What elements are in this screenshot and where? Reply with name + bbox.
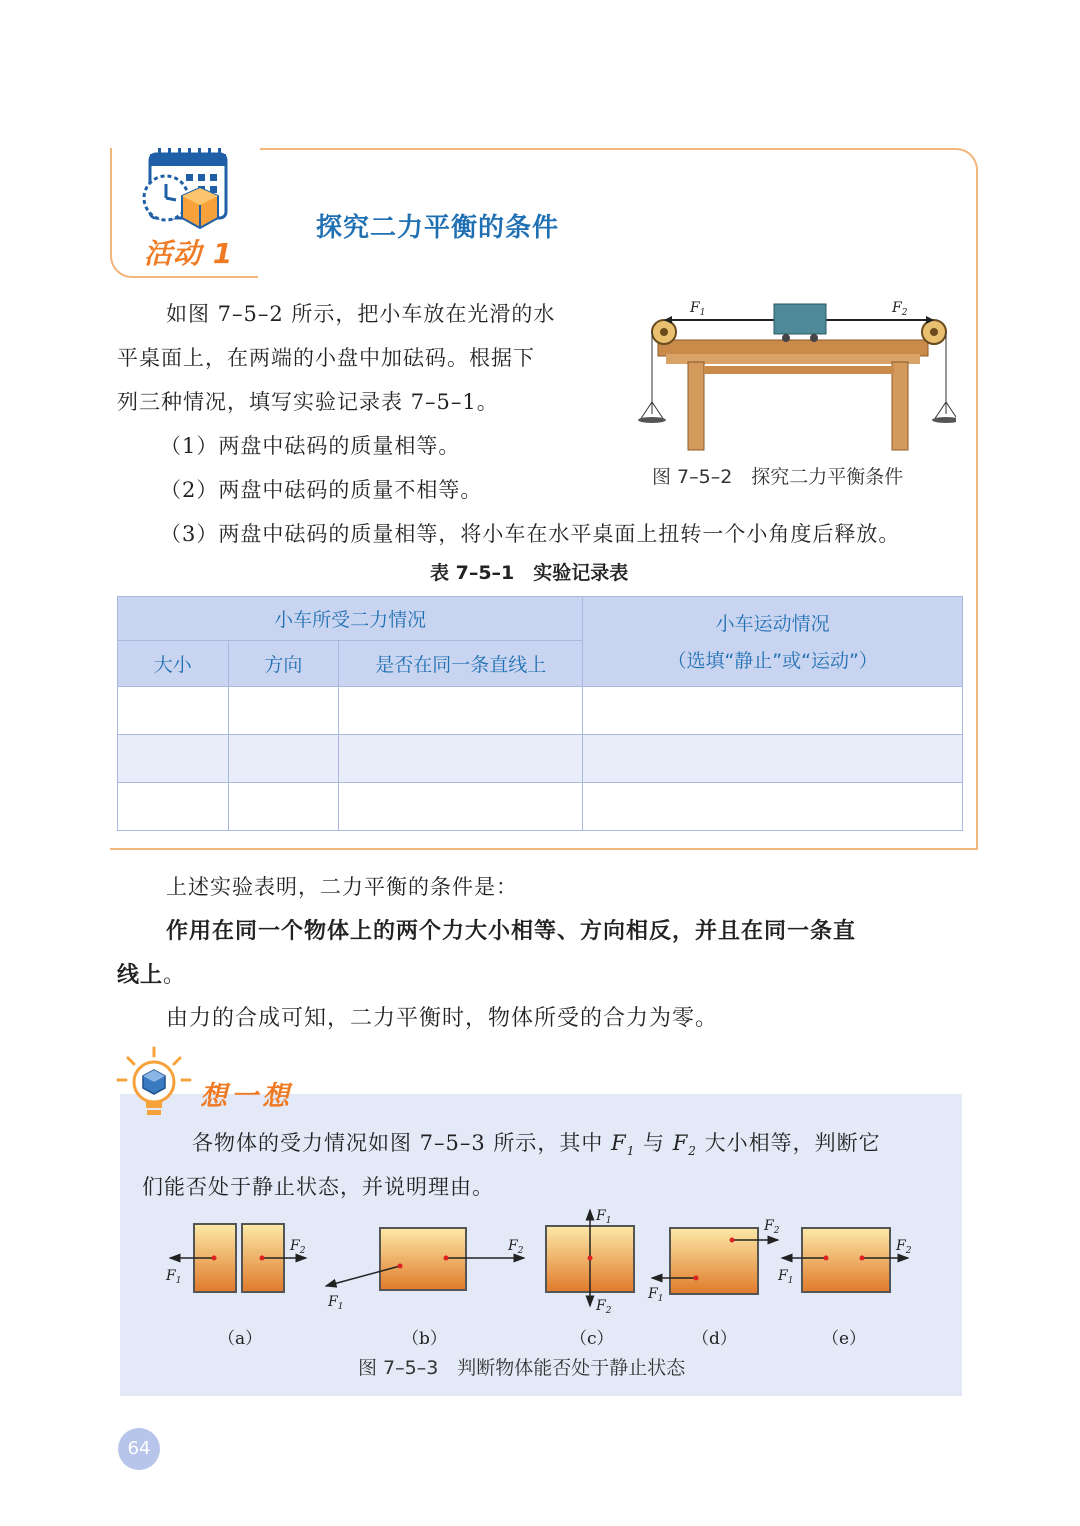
svg-text:F1: $F_1$ xyxy=(166,1268,182,1286)
fig-f2-label: $F_2$ xyxy=(892,300,908,318)
page-number: 64 xyxy=(118,1428,160,1470)
sub-label-b: （b） xyxy=(402,1329,447,1349)
group-header: 小车所受二力情况 xyxy=(118,597,583,641)
table-row xyxy=(118,783,963,831)
svg-text:F2: $F_2$ xyxy=(764,1218,780,1236)
svg-text:F2: $F_2$ xyxy=(508,1238,524,1256)
intro-line-3: 列三种情况，填写实验记录表 7–5–1。 xyxy=(117,390,499,414)
svg-text:F2: $F_2$ xyxy=(896,1238,912,1256)
table-cell[interactable] xyxy=(583,735,963,783)
col-line: 是否在同一条直线上 xyxy=(339,641,583,687)
motion-header xyxy=(583,597,963,687)
table-cell[interactable] xyxy=(228,687,339,735)
figure-7-5-2-caption: 图 7–5–2 探究二力平衡条件 xyxy=(652,466,904,488)
diagram-e xyxy=(777,1228,912,1292)
record-table xyxy=(117,596,963,831)
diagram-d xyxy=(647,1218,780,1304)
case-1: （1）两盘中砝码的质量相等。 xyxy=(160,434,461,458)
table-cell[interactable] xyxy=(583,687,963,735)
fig-f1-label: $F_1$ xyxy=(690,300,706,318)
conclusion-bold-line-2 xyxy=(117,953,186,998)
intro-line-2: 平桌面上，在两端的小盘中加砝码。根据下 xyxy=(117,346,535,370)
diagram-c xyxy=(546,1208,634,1316)
motion-header-hint: （选填“静止”或“运动”） xyxy=(667,649,878,672)
intro-line-1: 如图 7–5–2 所示，把小车放在光滑的水 xyxy=(166,302,556,326)
sub-label-d: （d） xyxy=(692,1329,737,1349)
conclusion-note: 由力的合成可知，二力平衡时，物体所受的合力为零。 xyxy=(166,1006,719,1031)
col-size: 大小 xyxy=(118,641,229,687)
table-cell[interactable] xyxy=(339,687,583,735)
think-line-1-part-b: 与 xyxy=(635,1131,673,1155)
svg-text:F2: $F_2$ xyxy=(290,1238,306,1256)
table-cell[interactable] xyxy=(228,735,339,783)
table-row xyxy=(118,687,963,735)
activity-title: 探究二力平衡的条件 xyxy=(316,213,560,243)
svg-text:F1: $F_1$ xyxy=(328,1294,344,1312)
case-2: （2）两盘中砝码的质量不相等。 xyxy=(160,478,483,502)
activity-label: 活动 1 xyxy=(144,237,234,270)
think-line-1-part-a: 各物体的受力情况如图 7–5–3 所示，其中 xyxy=(192,1131,612,1155)
table-cell[interactable] xyxy=(339,735,583,783)
col-direction: 方向 xyxy=(228,641,339,687)
svg-text:F2: $F_2$ xyxy=(596,1298,612,1316)
svg-text:F1: $F_1$ xyxy=(778,1268,794,1286)
svg-text:F1: $F_1$ xyxy=(596,1208,612,1226)
think-title: 想一想 xyxy=(200,1081,293,1112)
think-line-2: 们能否处于静止状态，并说明理由。 xyxy=(142,1175,494,1199)
think-line-1-part-c: 大小相等，判断它 xyxy=(696,1131,881,1155)
table-cell[interactable] xyxy=(339,783,583,831)
table-cell[interactable] xyxy=(118,783,229,831)
activity-bottom-border xyxy=(110,848,978,850)
force-diagrams-figure xyxy=(150,1206,930,1328)
conclusion-bold-end: 线上 xyxy=(117,962,164,988)
figure-7-5-3-caption: 图 7–5–3 判断物体能否处于静止状态 xyxy=(358,1357,686,1379)
cart-table-figure xyxy=(636,296,956,456)
sub-label-e: （e） xyxy=(822,1329,867,1349)
table-cell[interactable] xyxy=(118,687,229,735)
activity-calendar-icon xyxy=(136,148,232,234)
conclusion-period: 。 xyxy=(163,963,187,988)
table-row xyxy=(118,735,963,783)
table-cell[interactable] xyxy=(118,735,229,783)
motion-header-title: 小车运动情况 xyxy=(715,612,830,635)
case-3: （3）两盘中砝码的质量相等，将小车在水平桌面上扭转一个小角度后释放。 xyxy=(160,522,901,546)
sub-label-a: （a） xyxy=(218,1329,263,1349)
table-caption: 表 7–5–1 实验记录表 xyxy=(430,562,629,584)
think-f1: $F_1$ xyxy=(611,1131,636,1159)
svg-text:F1: $F_1$ xyxy=(648,1286,664,1304)
lightbulb-icon xyxy=(114,1044,194,1124)
think-f2: $F_2$ xyxy=(672,1131,697,1159)
conclusion-intro: 上述实验表明，二力平衡的条件是： xyxy=(166,875,518,899)
diagram-a xyxy=(165,1224,306,1292)
conclusion-bold-line-1: 作用在同一个物体上的两个力大小相等、方向相反，并且在同一条直 xyxy=(166,918,857,944)
diagram-b xyxy=(326,1228,524,1312)
table-cell[interactable] xyxy=(583,783,963,831)
table-cell[interactable] xyxy=(228,783,339,831)
sub-label-c: （c） xyxy=(570,1329,614,1349)
